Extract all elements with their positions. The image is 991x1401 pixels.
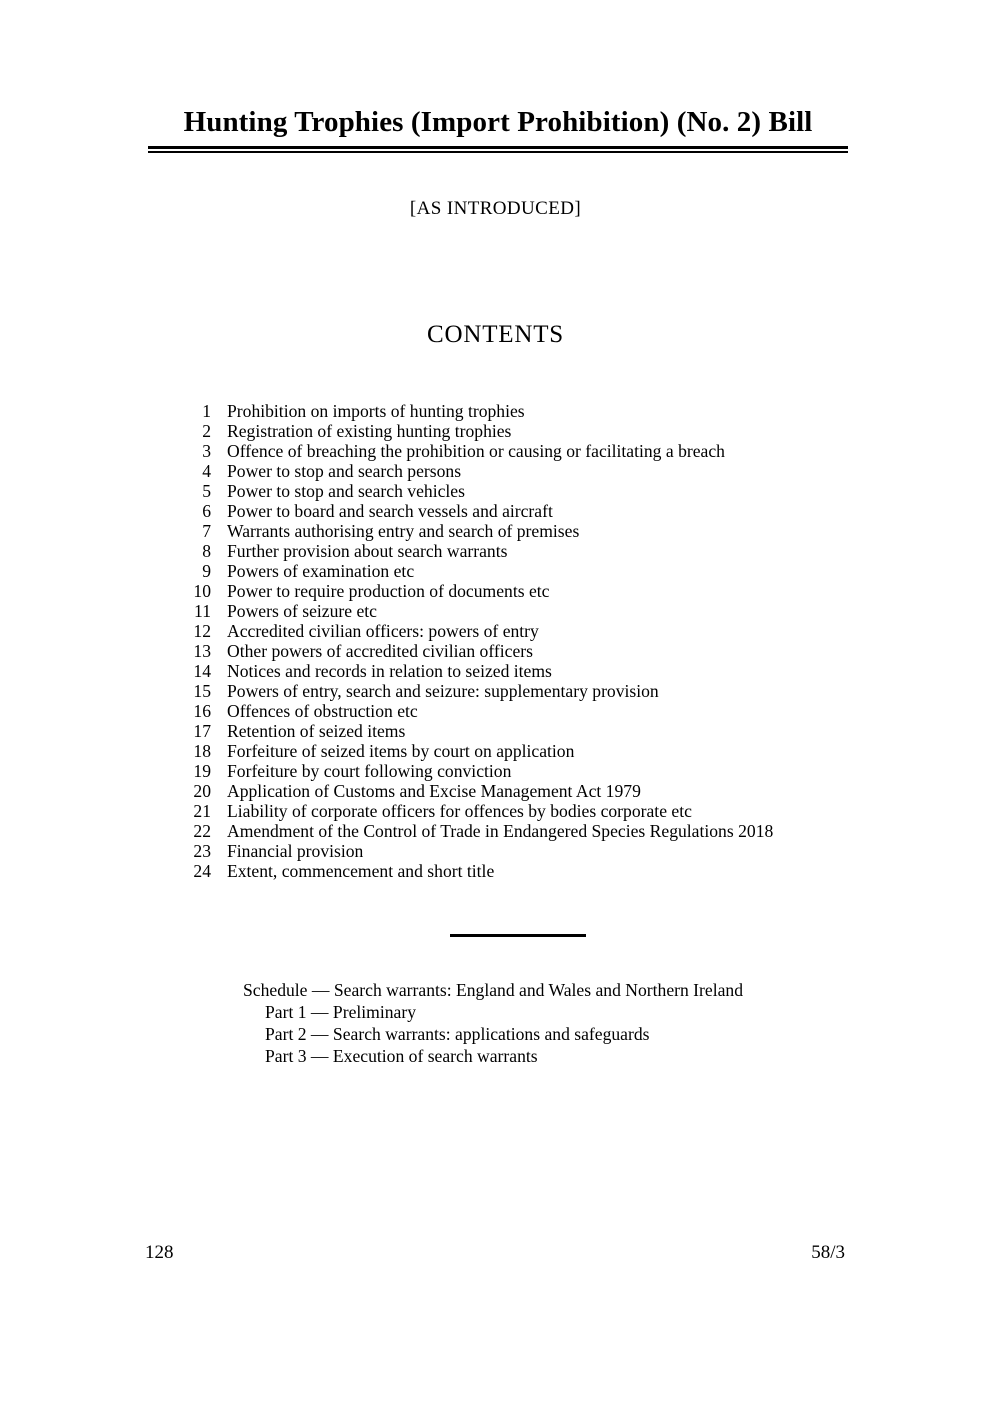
clause-label: Power to require production of documents etc — [227, 581, 550, 601]
list-item — [150, 501, 910, 521]
title-rule-thin — [148, 151, 848, 153]
clause-label: Powers of examination etc — [227, 561, 415, 581]
clause-label: Power to stop and search vehicles — [227, 481, 465, 501]
clause-label: Warrants authorising entry and search of premises — [227, 521, 580, 541]
schedule-part: Part 1 — Preliminary — [265, 1002, 416, 1022]
list-item — [150, 701, 910, 721]
list-item — [150, 661, 910, 681]
list-item — [150, 561, 910, 581]
clause-list — [150, 401, 910, 881]
page-footer — [145, 1242, 845, 1264]
clause-number: 18 — [193, 741, 211, 761]
list-item — [150, 781, 910, 801]
page-title: Hunting Trophies (Import Prohibition) (No. 2) Bill — [183, 106, 813, 138]
clause-label: Offence of breaching the prohibition or causing or facilitating a breach — [227, 441, 725, 461]
clause-label: Application of Customs and Excise Management Act 1979 — [227, 781, 641, 801]
clause-number: 9 — [202, 561, 211, 581]
title-block — [148, 104, 848, 153]
clause-label: Forfeiture of seized items by court on application — [227, 741, 575, 761]
clause-label: Retention of seized items — [227, 721, 406, 741]
list-item — [150, 761, 910, 781]
list-item — [150, 481, 910, 501]
status-line: [AS INTRODUCED] — [409, 198, 582, 219]
clause-label: Other powers of accredited civilian officers — [227, 641, 533, 661]
schedule-part: Part 3 — Execution of search warrants — [265, 1046, 538, 1066]
clause-number: 23 — [193, 841, 211, 861]
clause-number: 16 — [193, 701, 211, 721]
list-item — [150, 821, 910, 841]
clause-label: Powers of entry, search and seizure: supplementary provision — [227, 681, 659, 701]
list-item — [150, 601, 910, 621]
list-item — [150, 581, 910, 601]
list-item — [150, 621, 910, 641]
clause-label: Powers of seizure etc — [227, 601, 377, 621]
clause-number: 7 — [202, 521, 211, 541]
list-item — [150, 521, 910, 541]
clause-label: Registration of existing hunting trophies — [227, 421, 512, 441]
clause-number: 4 — [202, 461, 211, 481]
clause-number: 21 — [193, 801, 211, 821]
clause-label: Liability of corporate officers for offences by bodies corporate etc — [227, 801, 692, 821]
clause-number: 24 — [193, 861, 211, 881]
section-divider-rule — [450, 934, 586, 937]
clause-number: 14 — [193, 661, 211, 681]
clause-label: Offences of obstruction etc — [227, 701, 418, 721]
clause-label: Further provision about search warrants — [227, 541, 508, 561]
clause-label: Prohibition on imports of hunting trophies — [227, 401, 525, 421]
title-double-rule — [148, 146, 848, 153]
schedule-block — [243, 979, 943, 1067]
list-item — [150, 861, 910, 881]
list-item — [150, 641, 910, 661]
clause-number: 11 — [194, 601, 211, 621]
clause-number: 19 — [193, 761, 211, 781]
clause-label: Accredited civilian officers: powers of entry — [227, 621, 539, 641]
schedule-heading: Schedule — Search warrants: England and Wales and Northern Ireland — [243, 980, 743, 1000]
clause-number: 6 — [202, 501, 211, 521]
list-item — [150, 441, 910, 461]
clause-number: 10 — [193, 581, 211, 601]
contents-heading: CONTENTS — [427, 321, 564, 348]
clause-label: Extent, commencement and short title — [227, 861, 495, 881]
clause-number: 12 — [193, 621, 211, 641]
clause-number: 20 — [193, 781, 211, 801]
clause-label: Power to stop and search persons — [227, 461, 462, 481]
list-item — [150, 401, 910, 421]
clause-number: 15 — [193, 681, 211, 701]
list-item — [150, 721, 910, 741]
list-item — [150, 741, 910, 761]
clause-number: 2 — [202, 421, 211, 441]
clause-number: 22 — [193, 821, 211, 841]
clause-number: 5 — [202, 481, 211, 501]
schedule-part: Part 2 — Search warrants: applications and safeguards — [265, 1024, 650, 1044]
clause-label: Power to board and search vessels and aircraft — [227, 501, 553, 521]
list-item — [150, 541, 910, 561]
clause-number: 17 — [193, 721, 211, 741]
page-number: 128 — [145, 1242, 174, 1263]
clause-number: 1 — [202, 401, 211, 421]
list-item — [150, 681, 910, 701]
clause-label: Amendment of the Control of Trade in Endangered Species Regulations 2018 — [227, 821, 774, 841]
list-item — [150, 801, 910, 821]
clause-number: 8 — [202, 541, 211, 561]
list-item — [150, 421, 910, 441]
list-item — [150, 841, 910, 861]
clause-number: 3 — [202, 441, 211, 461]
clause-label: Financial provision — [227, 841, 364, 861]
clause-label: Notices and records in relation to seized items — [227, 661, 552, 681]
list-item — [150, 461, 910, 481]
bill-number: 58/3 — [811, 1242, 845, 1263]
clause-number: 13 — [193, 641, 211, 661]
clause-label: Forfeiture by court following conviction — [227, 761, 512, 781]
